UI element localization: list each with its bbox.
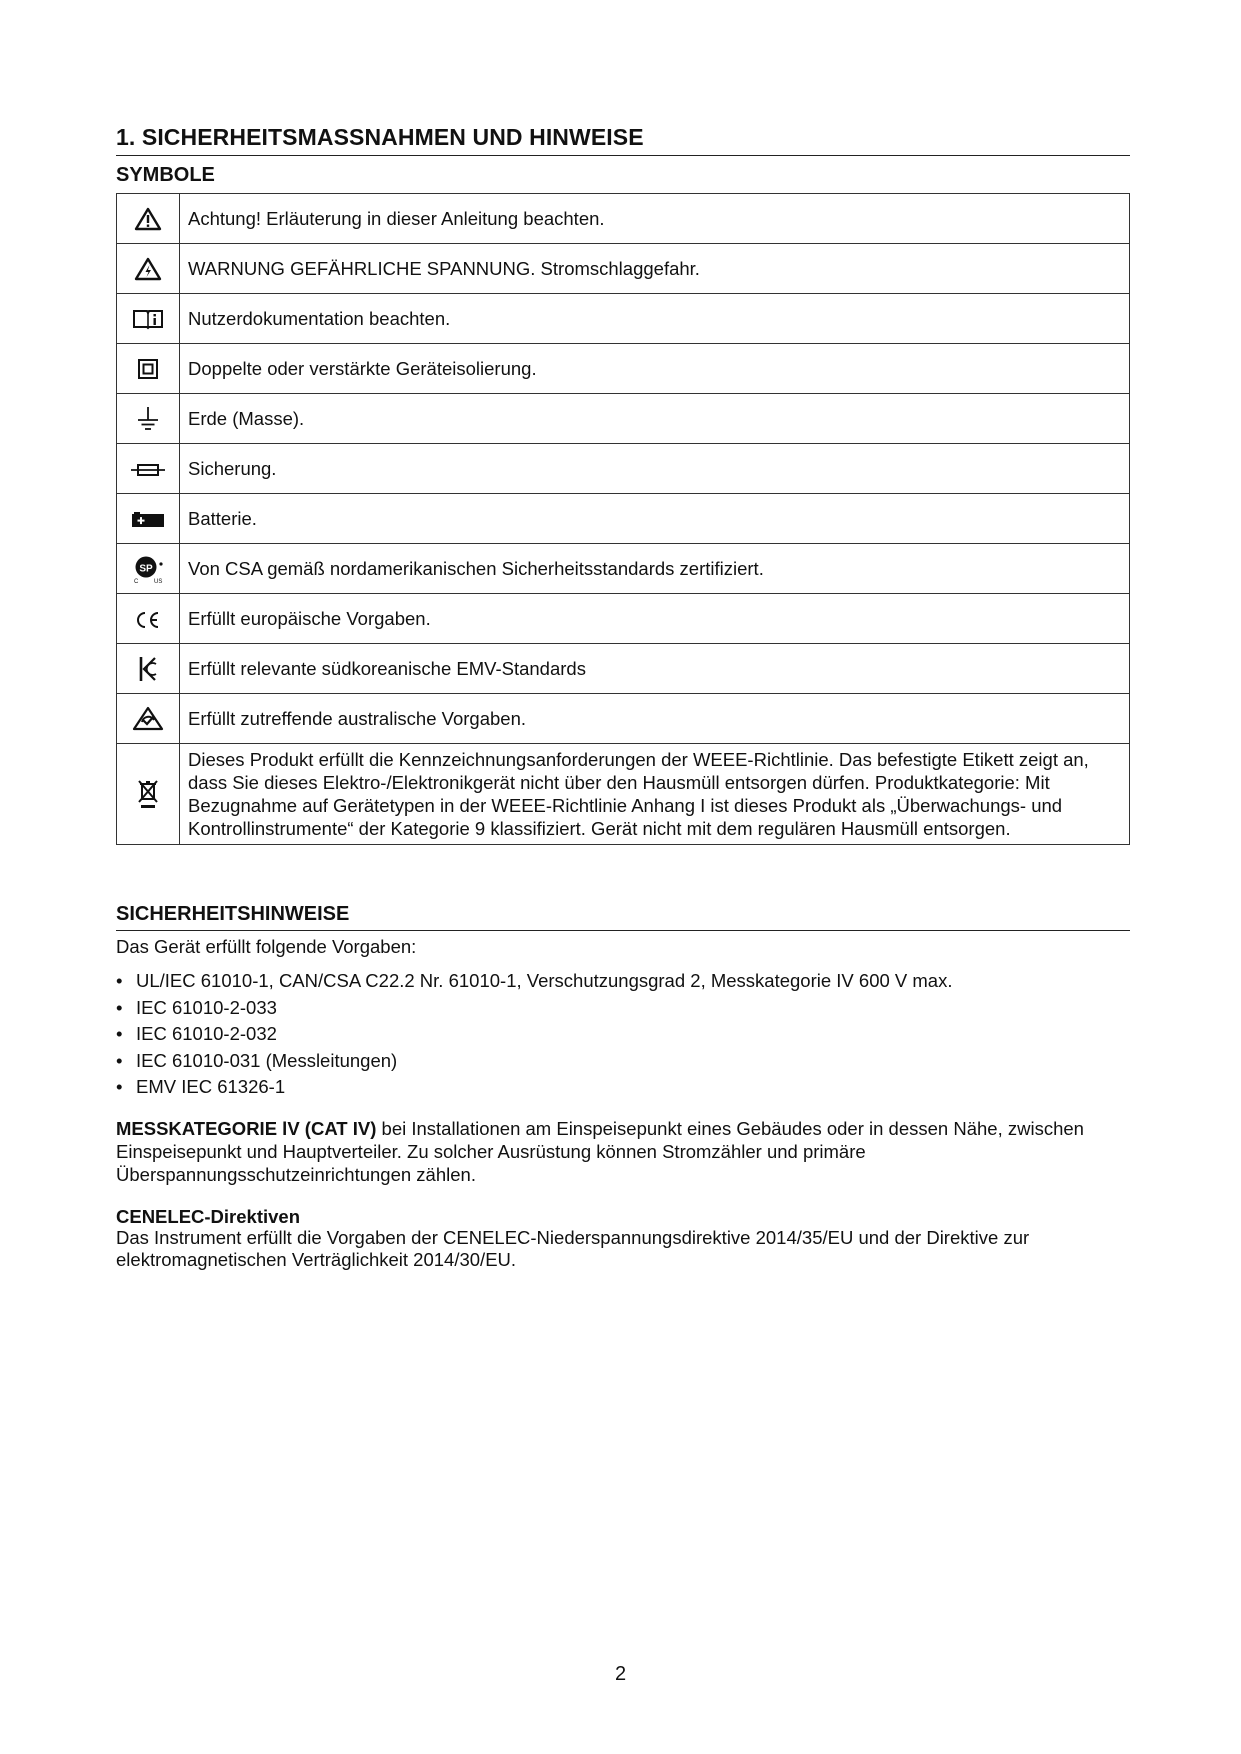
symbol-description: Erfüllt europäische Vorgaben. — [180, 594, 1130, 644]
svg-text:US: US — [154, 578, 163, 584]
symbol-row — [117, 344, 1130, 394]
symbol-row — [117, 494, 1130, 544]
svg-text:SP: SP — [139, 563, 153, 574]
symbol-row — [117, 444, 1130, 494]
measurement-category-paragraph — [116, 1117, 1130, 1186]
symbol-description: Sicherung. — [180, 444, 1130, 494]
symbol-row — [117, 594, 1130, 644]
csa-mark-icon — [117, 544, 180, 594]
user-manual-icon — [117, 294, 180, 344]
symbol-description: WARNUNG GEFÄHRLICHE SPANNUNG. Stromschlaggefahr. — [180, 244, 1130, 294]
safety-intro: Das Gerät erfüllt folgende Vorgaben: — [116, 936, 417, 957]
double-insulation-icon — [117, 344, 180, 394]
page-number: 2 — [614, 1663, 627, 1685]
symbol-row — [117, 694, 1130, 744]
symbol-row — [117, 244, 1130, 294]
standards-list — [116, 968, 1130, 1101]
caution-triangle-icon — [117, 194, 180, 244]
list-item: • IEC 61010-2-033 — [116, 995, 1130, 1022]
list-item: • EMV IEC 61326-1 — [116, 1074, 1130, 1101]
symbol-row — [117, 394, 1130, 444]
list-item: • IEC 61010-2-032 — [116, 1021, 1130, 1048]
list-item: • UL/IEC 61010-1, CAN/CSA C22.2 Nr. 61010-1, Verschutzungsgrad 2, Messkategorie IV 600 V max. — [116, 968, 1130, 995]
cenelec-text: Das Instrument erfüllt die Vorgaben der CENELEC-Niederspannungsdirektive 2014/35/EU und der Direktive zur elektromagnetischen Verträglichkeit 2014/30/EU. — [116, 1226, 1030, 1270]
safety-heading: SICHERHEITSHINWEISE — [116, 903, 1130, 931]
ground-icon — [117, 394, 180, 444]
symbol-description: Dieses Produkt erfüllt die Kennzeichnungsanforderungen der WEEE-Richtlinie. Das befestigte Etikett zeigt an, dass Sie dieses Elektro-/Elektronikgerät nicht über den Hausmüll entsorgen dürfen. Produktkategorie: Mit Bezugnahme auf Gerätetypen in der WEEE-Richtlinie Anhang I ist dieses Produkt als „Überwachungs- und Kontrollinstrumente“ der Kategorie 9 klassifiziert. Gerät nicht mit dem regulären Hausmüll entsorgen. — [180, 744, 1130, 845]
symbol-description: Batterie. — [180, 494, 1130, 544]
measurement-category-text: bei Installationen am Einspeisepunkt eines Gebäudes oder in dessen Nähe, zwischen Einspeisepunkt und Hauptverteiler. Zu solcher Ausrüstung können Stromzähler und primäre Überspannungsschutzeinrichtungen zählen. — [116, 1117, 1084, 1185]
list-item: • IEC 61010-031 (Messleitungen) — [116, 1048, 1130, 1075]
symbol-description: Erfüllt relevante südkoreanische EMV-Standards — [180, 644, 1130, 694]
symbol-row — [117, 294, 1130, 344]
symbols-heading: SYMBOLE — [116, 164, 215, 186]
fuse-icon — [117, 444, 180, 494]
kc-mark-icon — [117, 644, 180, 694]
document-page — [116, 124, 1130, 1271]
page-title: 1. SICHERHEITSMASSNAHMEN UND HINWEISE — [116, 124, 1130, 156]
ce-mark-icon — [117, 594, 180, 644]
symbol-description: Nutzerdokumentation beachten. — [180, 294, 1130, 344]
symbol-description: Erde (Masse). — [180, 394, 1130, 444]
symbol-row — [117, 544, 1130, 594]
symbol-row — [117, 194, 1130, 244]
symbol-description: Doppelte oder verstärkte Geräteisolierung. — [180, 344, 1130, 394]
symbol-description: Achtung! Erläuterung in dieser Anleitung beachten. — [180, 194, 1130, 244]
symbol-description: Erfüllt zutreffende australische Vorgaben. — [180, 694, 1130, 744]
symbol-description: Von CSA gemäß nordamerikanischen Sicherheitsstandards zertifiziert. — [180, 544, 1130, 594]
battery-icon — [117, 494, 180, 544]
cenelec-title: CENELEC-Direktiven — [116, 1205, 301, 1227]
weee-bin-icon — [117, 744, 180, 845]
measurement-category-label: MESSKATEGORIE lV (CAT IV) — [116, 1117, 377, 1139]
svg-text:C: C — [134, 578, 139, 584]
symbol-row — [117, 644, 1130, 694]
high-voltage-triangle-icon — [117, 244, 180, 294]
rcm-mark-icon — [117, 694, 180, 744]
symbols-table — [116, 193, 1130, 845]
symbol-row — [117, 744, 1130, 845]
